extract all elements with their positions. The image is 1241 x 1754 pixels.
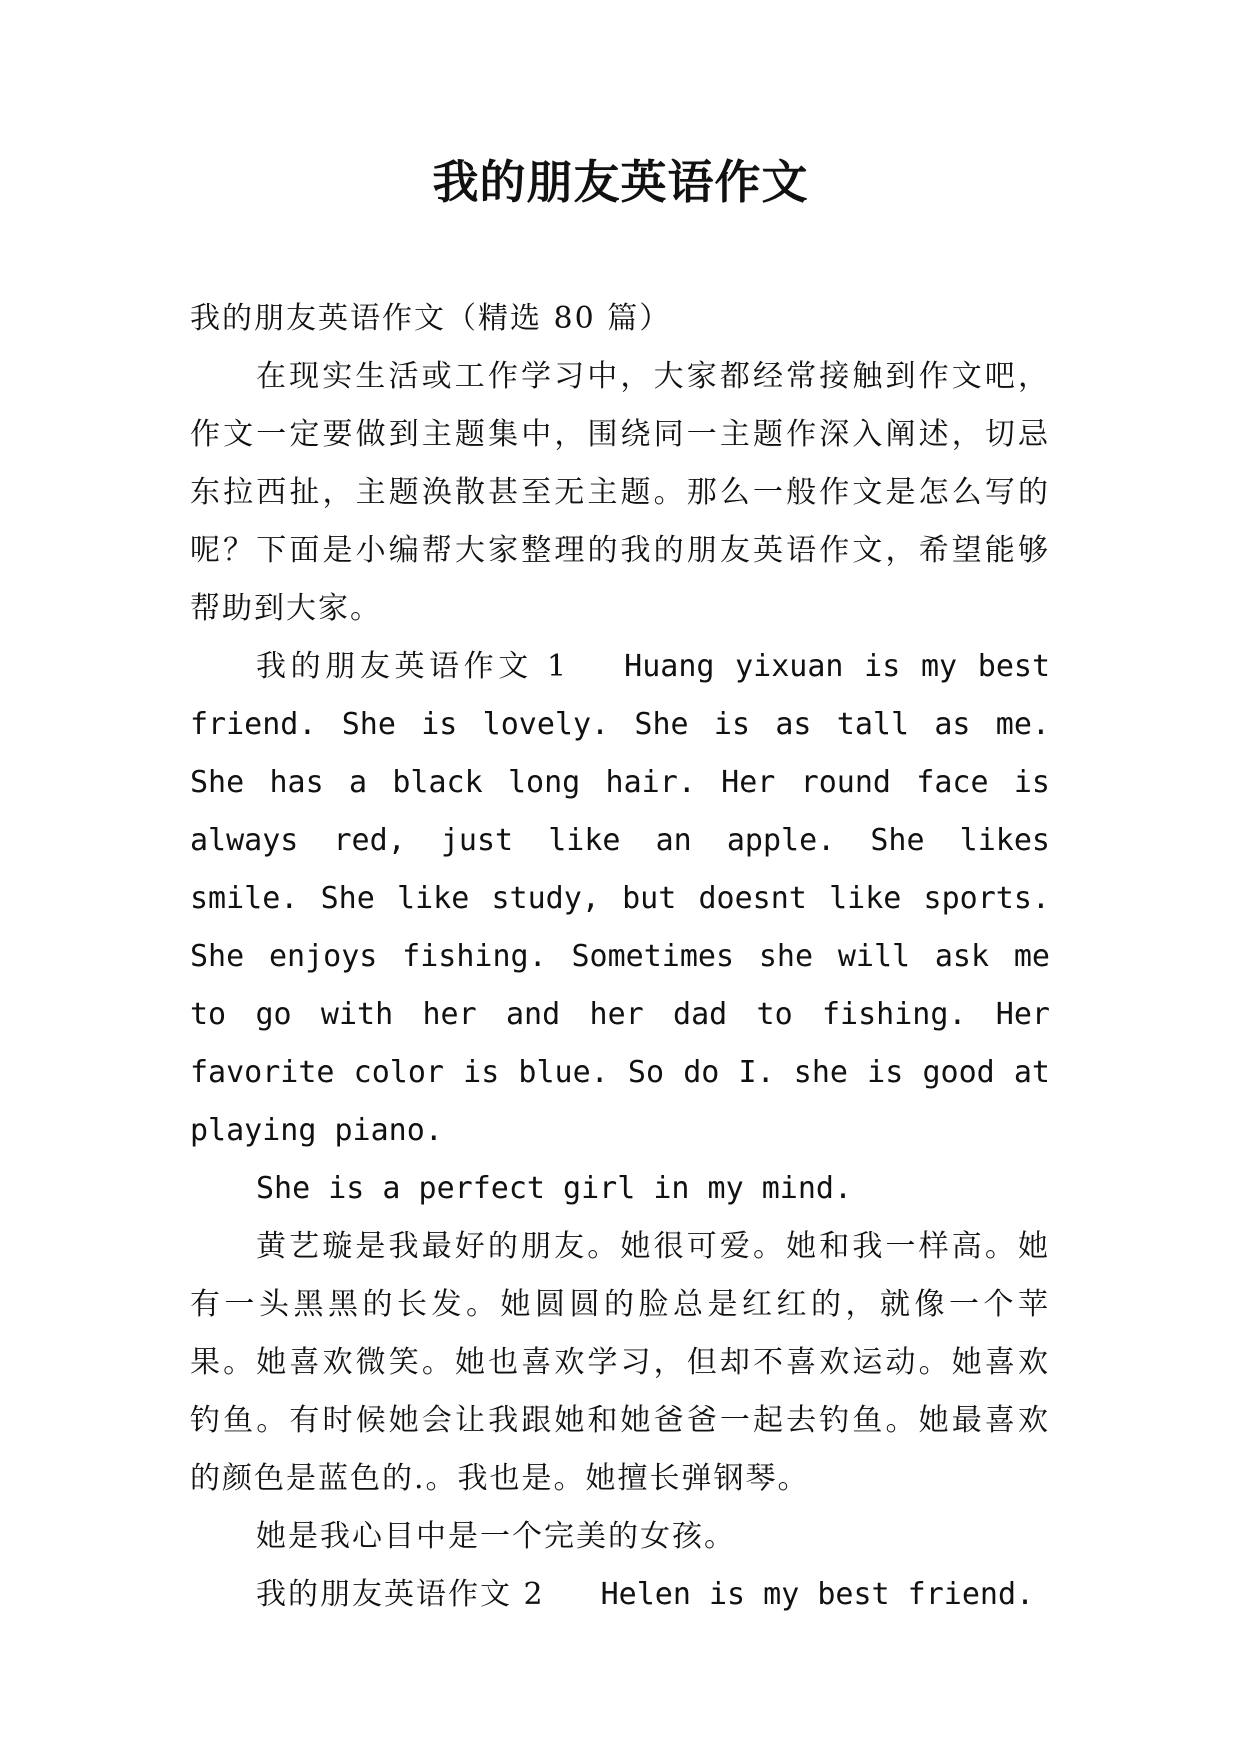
document-subtitle: 我的朋友英语作文（精选 80 篇） <box>190 301 672 336</box>
essay-1-heading: 我的朋友英语作文 1 <box>256 649 569 684</box>
essay-1-chinese-end: 她是我心目中是一个完美的女孩。 <box>256 1519 736 1554</box>
essay-2-paragraph <box>190 1566 1050 1624</box>
document-body <box>190 290 1050 1624</box>
essay-2-heading: 我的朋友英语作文 2 <box>256 1577 545 1612</box>
essay-1-chinese: 黄艺璇是我最好的朋友。她很可爱。她和我一样高。她有一头黑黑的长发。她圆圆的脸总是红红的，就像一个苹果。她喜欢微笑。她也喜欢学习，但却不喜欢运动。她喜欢钓鱼。有时候她会让我跟她和她爸爸一起去钓鱼。她最喜欢的颜色是蓝色的.。我也是。她擅长弹钢琴。 <box>190 1229 1050 1496</box>
document-title: 我的朋友英语作文 <box>432 155 809 209</box>
essay-1-english: Huang yixuan is my best friend. She is lovely. She is as tall as me. She has a black long hair. Her round face is always red, just like an apple. She likes smile. She like study, but doesnt like sports. She enjoys fishing. Sometimes she will ask me to go with her and her dad to fishing. Her favorite color is blue. So do I. she is good at playing piano. <box>190 649 1051 1148</box>
essay-1-english-end: She is a perfect girl in my mind. <box>256 1171 853 1206</box>
essay-1-paragraph <box>190 638 1050 1160</box>
intro-paragraph: 在现实生活或工作学习中，大家都经常接触到作文吧，作文一定要做到主题集中，围绕同一主题作深入阐述，切忌东拉西扯，主题涣散甚至无主题。那么一般作文是怎么写的呢？下面是小编帮大家整理的我的朋友英语作文，希望能够帮助到大家。 <box>190 359 1050 626</box>
essay-2-english-start: Helen is my best friend. <box>600 1577 1035 1612</box>
